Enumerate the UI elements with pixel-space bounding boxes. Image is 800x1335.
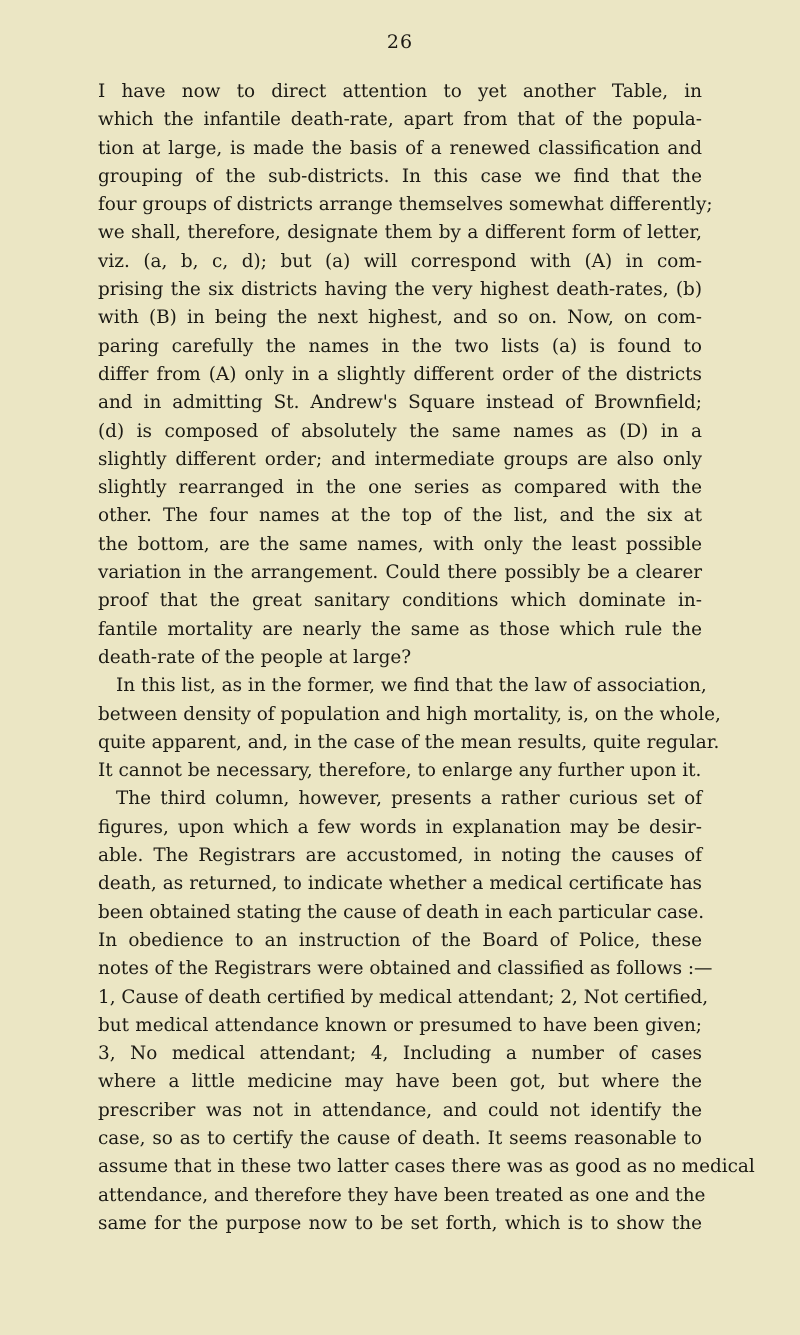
text-line: case, so as to certify the cause of death. It seems reasonable to [98,1127,702,1149]
text-line: same for the purpose now to be set forth, which is to show the [98,1212,702,1234]
text-line: between density of population and high mortality, is, on the whole, [98,703,721,725]
text-line: figures, upon which a few words in explanation may be desir- [98,816,702,838]
text-line: with (B) in being the next highest, and so on. Now, on com- [98,307,702,329]
paragraph [98,78,713,672]
text-line: slightly different order; and intermediate groups are also only [98,448,702,470]
text-line: where a little medicine may have been got, but where the [98,1071,702,1093]
text-line: been obtained stating the cause of death in each particular case. [98,901,705,923]
text-line: In obedience to an instruction of the Board of Police, these [98,929,702,951]
paragraph [98,672,721,785]
text-line: The third column, however, presents a rather curious set of [116,788,702,810]
text-line: tion at large, is made the basis of a renewed classification and [98,137,702,159]
text-line: proof that the great sanitary conditions which dominate in- [98,590,702,612]
text-line: and in admitting St. Andrew's Square instead of Brownfield; [98,392,702,414]
paragraph [98,785,755,1238]
text-line: able. The Registrars are accustomed, in noting the causes of [98,845,702,867]
text-line: assume that in these two latter cases there was as good as no medical [98,1156,755,1178]
text-line: differ from (A) only in a slightly different order of the districts [98,363,702,385]
text-line: grouping of the sub-districts. In this case we find that the [98,165,702,187]
text-line: I have now to direct attention to yet another Table, in [98,81,702,102]
text-line: paring carefully the names in the two lists (a) is found to [98,335,702,357]
text-line: notes of the Registrars were obtained and classified as follows :— [98,958,713,980]
text-line: 1, Cause of death certified by medical attendant; 2, Not certified, [98,986,709,1008]
text-line: viz. (a, b, c, d); but (a) will correspond with (A) in com- [98,250,702,272]
text-line: but medical attendance known or presumed to have been given; [98,1014,702,1036]
text-line: death, as returned, to indicate whether a medical certificate has [98,873,702,895]
text-line: It cannot be necessary, therefore, to enlarge any further upon it. [98,760,702,782]
text-line: four groups of districts arrange themselves somewhat differently; [98,194,713,216]
text-line: In this list, as in the former, we find that the law of association, [116,675,707,697]
text-line: (d) is composed of absolutely the same names as (D) in a [98,420,702,442]
body-text [98,78,755,1238]
text-line: slightly rearranged in the one series as compared with the [98,477,702,499]
text-line: prescriber was not in attendance, and could not identify the [98,1099,702,1121]
text-line: the bottom, are the same names, with only the least possible [98,533,702,555]
text-line: fantile mortality are nearly the same as those which rule the [98,618,702,640]
text-line: which the infantile death-rate, apart from that of the popula- [98,109,702,131]
text-line: 3, No medical attendant; 4, Including a number of cases [98,1043,702,1065]
text-line: we shall, therefore, designate them by a different form of letter, [98,222,702,244]
text-line: quite apparent, and, in the case of the mean results, quite regular. [98,731,720,753]
page-number: 26 [386,31,414,53]
text-line: variation in the arrangement. Could there possibly be a clearer [98,562,702,584]
text-line: prising the six districts having the very highest death-rates, (b) [98,279,702,301]
text-line: death-rate of the people at large? [98,646,412,668]
text-line: attendance, and therefore they have been treated as one and the [98,1184,706,1206]
text-line: other. The four names at the top of the list, and the six at [98,505,702,527]
